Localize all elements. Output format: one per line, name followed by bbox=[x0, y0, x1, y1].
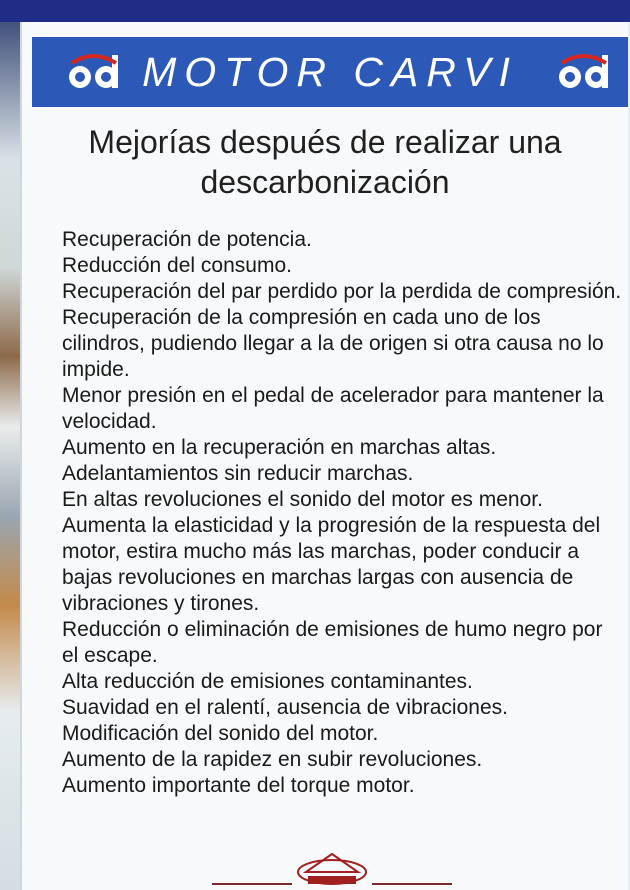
ad-logo-right-icon bbox=[556, 51, 616, 91]
list-item: Recuperación de la compresión en cada uno de los cilindros, pudiendo llegar a la de origen si otra causa no lo impide. bbox=[62, 306, 604, 381]
banner-title: MOTOR CARVI bbox=[142, 48, 518, 95]
list-item: Alta reducción de emisiones contaminantes. bbox=[62, 670, 473, 693]
list-item: Recuperación del par perdido por la perdida de compresión. bbox=[62, 280, 622, 303]
list-item: Aumento de la rapidez en subir revoluciones. bbox=[62, 748, 483, 771]
list-item: Aumento en la recuperación en marchas altas. bbox=[62, 436, 497, 459]
list-item: Aumento importante del torque motor. bbox=[62, 774, 415, 797]
header-banner bbox=[32, 34, 628, 110]
background-top-strip bbox=[0, 0, 630, 22]
list-item: Recuperación de potencia. bbox=[62, 228, 312, 251]
list-item: Aumenta la elasticidad y la progresión de la respuesta del motor, estira mucho más las marchas, poder conducir a bajas revoluciones en marchas largas con ausencia de vibraciones y tirones. bbox=[62, 514, 601, 615]
info-card bbox=[20, 22, 628, 890]
footer-emblem-icon bbox=[212, 850, 452, 890]
list-item: Modificación del sonido del motor. bbox=[62, 722, 379, 745]
list-item: Adelantamientos sin reducir marchas. bbox=[62, 462, 414, 485]
list-item: Suavidad en el ralentí, ausencia de vibraciones. bbox=[62, 696, 508, 719]
list-item: En altas revoluciones el sonido del motor es menor. bbox=[62, 488, 543, 511]
list-item: Menor presión en el pedal de acelerador para mantener la velocidad. bbox=[62, 384, 604, 433]
benefits-list bbox=[62, 227, 622, 799]
page-heading: Mejorías después de realizar una descarbonización bbox=[88, 124, 562, 200]
list-item: Reducción del consumo. bbox=[62, 254, 292, 277]
list-item: Reducción o eliminación de emisiones de humo negro por el escape. bbox=[62, 618, 603, 667]
ad-logo-left-icon bbox=[66, 51, 126, 91]
